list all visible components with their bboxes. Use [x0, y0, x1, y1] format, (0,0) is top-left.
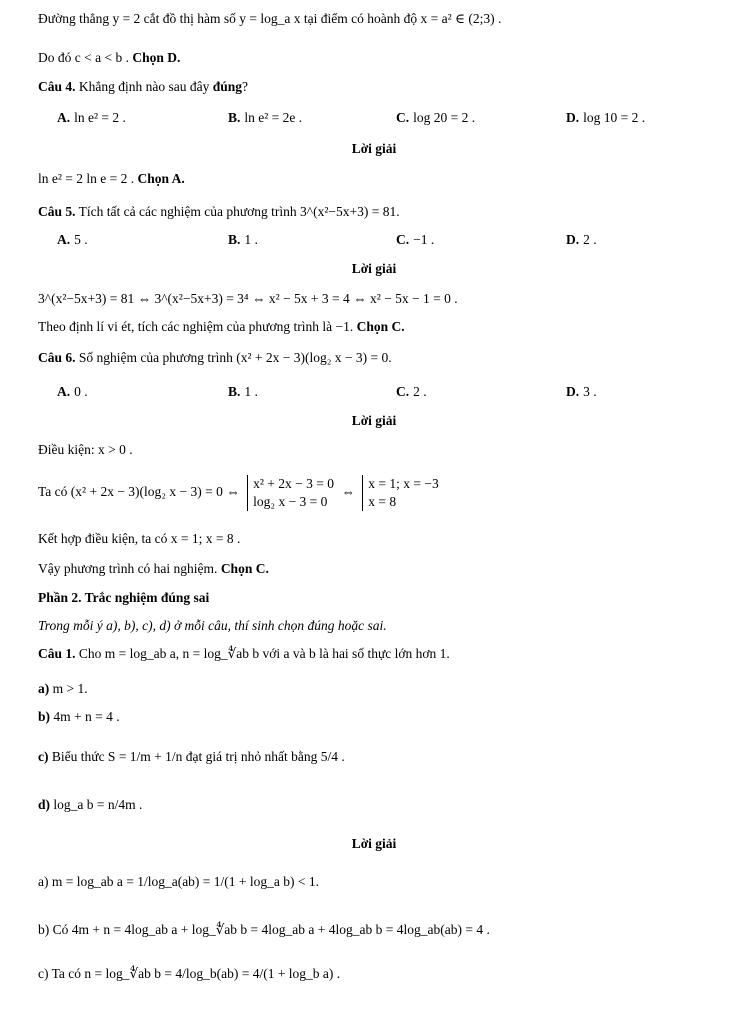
q6-condition: Điều kiện: x > 0 .: [38, 442, 133, 457]
q4-option-d: D. log 10 = 2 .: [566, 110, 646, 125]
solution-c: c) Ta có n = log_∜ab b = 4/log_b(ab) = 4/(1 + log_b a) .: [38, 966, 341, 981]
solution-a: a) m = log_ab a = 1/log_a(ab) = 1/(1 + log_a b) < 1.: [38, 874, 320, 889]
statement-b: b) 4m + n = 4 .: [38, 709, 120, 724]
q6-conclusion: Vậy phương trình có hai nghiệm. Chọn C.: [38, 561, 269, 576]
q6-combine: Kết hợp điều kiện, ta có x = 1; x = 8 .: [38, 531, 241, 546]
q4-option-b: B. ln e² = 2e .: [228, 110, 303, 125]
intro-line-1: Đường thẳng y = 2 cắt đồ thị hàm số y = log_a x tại điểm có hoành độ x = a² ∈ (2;3) .: [38, 11, 502, 26]
statement-c: c) Biểu thức S = 1/m + 1/n đạt giá trị nhỏ nhất bằng 5/4 .: [38, 749, 345, 764]
part-2-solution-title: Lời giải: [351, 836, 397, 851]
intro-line-2: Do đó c < a < b . Chọn D.: [38, 50, 181, 65]
question-4: Câu 4. Khẳng định nào sau đây đúng?: [38, 79, 249, 94]
statement-d: d) log_a b = n/4m .: [38, 797, 143, 812]
q5-solution-line-1: 3^(x²−5x+3) = 81 ⇔ 3^(x²−5x+3) = 3⁴ ⇔ x² − 5x + 3 = 4 ⇔ x² − 5x − 1 = 0 .: [38, 291, 458, 306]
part-2-question-1: Câu 1. Cho m = log_ab a, n = log_∜ab b với a và b là hai số thực lớn hơn 1.: [38, 646, 450, 661]
solution-b: b) Có 4m + n = 4log_ab a + log_∜ab b = 4log_ab a + 4log_ab b = 4log_ab(ab) = 4 .: [38, 922, 490, 937]
q6-equation-system: Ta có (x² + 2x − 3)(log₂ x − 3) = 0 ⇔ x² + 2x − 3 = 0 log₂ x − 3 = 0 ⇔ x = 1; x = −3 x = 8: [38, 475, 439, 509]
q6-solution-title: Lời giải: [351, 413, 397, 428]
q5-solution-line-2: Theo định lí vi ét, tích các nghiệm của phương trình là −1. Chọn C.: [38, 319, 405, 334]
q5-option-a: A. 5 .: [57, 232, 88, 247]
q4-option-c: C. log 20 = 2 .: [396, 110, 476, 125]
q4-option-a: A. ln e² = 2 .: [57, 110, 126, 125]
q6-option-b: B. 1 .: [228, 384, 258, 399]
q5-option-d: D. 2 .: [566, 232, 597, 247]
q5-solution-title: Lời giải: [351, 261, 397, 276]
q5-option-b: B. 1 .: [228, 232, 258, 247]
question-6: Câu 6. Số nghiệm của phương trình (x² + 2x − 3)(log₂ x − 3) = 0.: [38, 350, 392, 365]
q6-option-d: D. 3 .: [566, 384, 597, 399]
part-2-title: Phần 2. Trắc nghiệm đúng sai: [38, 590, 210, 605]
q6-system-2: x = 1; x = −3 x = 8: [362, 475, 438, 511]
q6-option-a: A. 0 .: [57, 384, 88, 399]
q6-system-1: x² + 2x − 3 = 0 log₂ x − 3 = 0: [247, 475, 334, 511]
statement-a: a) m > 1.: [38, 681, 88, 696]
part-2-instruction: Trong mỗi ý a), b), c), d) ở mỗi câu, thí sinh chọn đúng hoặc sai.: [38, 618, 387, 633]
q4-solution: ln e² = 2 ln e = 2 . Chọn A.: [38, 171, 185, 186]
q6-option-c: C. 2 .: [396, 384, 427, 399]
q4-solution-title: Lời giải: [351, 141, 397, 156]
q5-option-c: C. −1 .: [396, 232, 435, 247]
question-5: Câu 5. Tích tất cả các nghiệm của phương trình 3^(x²−5x+3) = 81.: [38, 204, 400, 219]
